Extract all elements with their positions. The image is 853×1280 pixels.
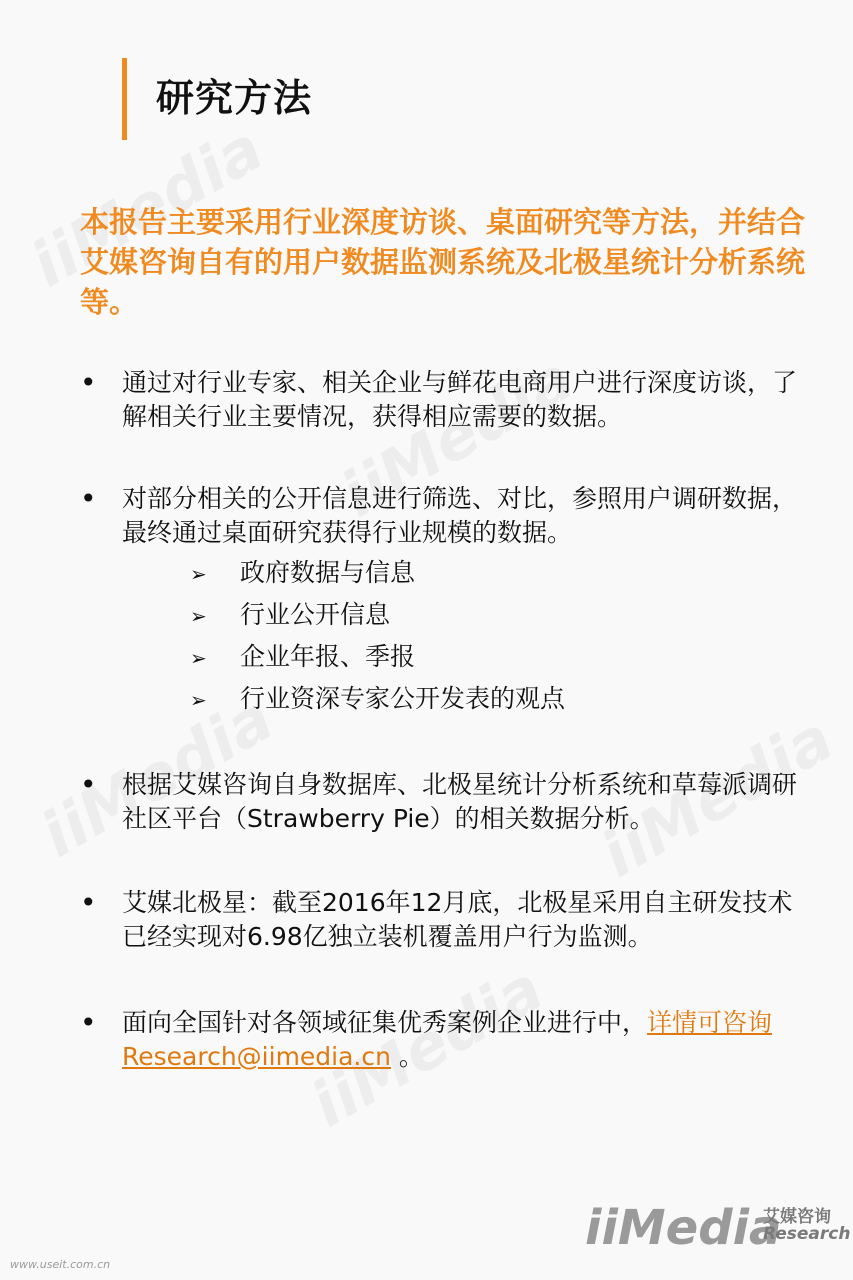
list-item-text: 对部分相关的公开信息进行筛选、对比，参照用户调研数据，最终通过桌面研究获得行业规模的数据。 xyxy=(122,484,798,547)
title-accent-bar xyxy=(122,58,127,140)
bullet-icon: • xyxy=(80,886,97,919)
list-item xyxy=(80,886,820,954)
list-item-text xyxy=(122,1006,812,1074)
bullet-icon: • xyxy=(80,768,97,801)
contact-email-link[interactable]: 详情可咨询Research@iimedia.cn xyxy=(122,1008,773,1071)
sub-item-text: 行业资深专家公开发表的观点 xyxy=(240,684,566,713)
sub-item-text: 政府数据与信息 xyxy=(240,558,416,587)
bullet-icon: • xyxy=(80,482,97,515)
list-item-text: 艾媒北极星：截至2016年12月底，北极星采用自主研发技术已经实现对6.98亿独立装机覆盖用户行为监测。 xyxy=(122,888,793,951)
iimedia-logo xyxy=(585,1200,851,1260)
list-item xyxy=(80,768,820,836)
page-title: 研究方法 xyxy=(156,76,313,120)
sub-list-item xyxy=(190,640,415,675)
sub-item-text: 企业年报、季报 xyxy=(240,642,416,671)
list-item-text: 通过对行业专家、相关企业与鲜花电商用户进行深度访谈，了解相关行业主要情况，获得相应需要的数据。 xyxy=(122,368,798,431)
list-item xyxy=(80,366,820,434)
site-watermark: www.useit.com.cn xyxy=(10,1258,111,1271)
arrow-icon: ➢ xyxy=(190,604,207,628)
sub-item-text: 行业公开信息 xyxy=(240,600,391,629)
logo-mark: iiMedia xyxy=(585,1200,782,1256)
arrow-icon: ➢ xyxy=(190,562,207,586)
list-item-suffix: 。 xyxy=(390,1042,424,1071)
bullet-icon: • xyxy=(80,366,97,399)
intro-paragraph: 本报告主要采用行业深度访谈、桌面研究等方法，并结合艾媒咨询自有的用户数据监测系统及北极星统计分析系统等。 xyxy=(80,205,806,319)
list-item-text-main: 面向全国针对各领域征集优秀案例企业进行中， xyxy=(122,1008,648,1037)
sub-list-item xyxy=(190,556,415,591)
arrow-icon: ➢ xyxy=(190,688,207,712)
bullet-icon: • xyxy=(80,1006,97,1039)
sub-list-item xyxy=(190,682,565,717)
list-item-text: 根据艾媒咨询自身数据库、北极星统计分析系统和草莓派调研社区平台（Strawberry Pie）的相关数据分析。 xyxy=(122,770,798,833)
sub-list-item xyxy=(190,598,390,633)
logo-brand-cn: 艾媒咨询 xyxy=(763,1207,831,1227)
list-item xyxy=(80,482,820,550)
arrow-icon: ➢ xyxy=(190,646,207,670)
list-item xyxy=(80,1006,820,1074)
logo-brand-en: Research xyxy=(763,1224,851,1244)
